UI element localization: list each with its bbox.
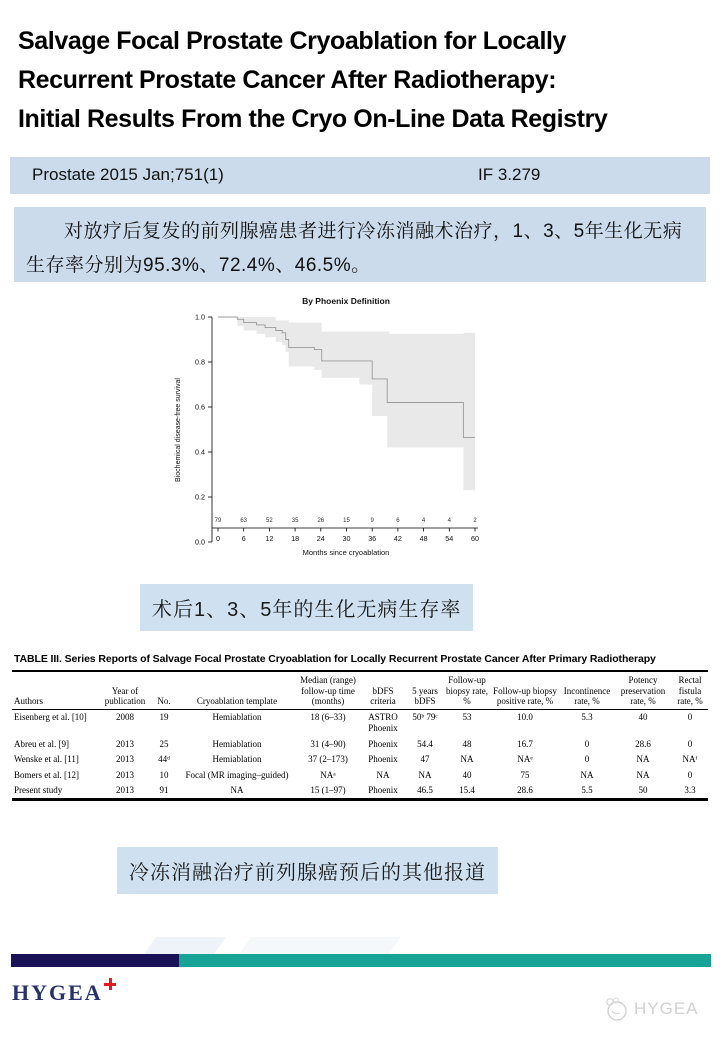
confidence-band	[218, 317, 475, 490]
number-at-risk: 4	[421, 518, 426, 524]
table-cell: 0	[687, 738, 693, 749]
x-tick-label: 36	[368, 534, 377, 543]
summary-bar	[14, 207, 706, 282]
table-cell: NA	[460, 754, 474, 765]
table-caption: 冷冻消融治疗前列腺癌预后的其他报道	[117, 847, 498, 894]
number-at-risk: 63	[240, 518, 248, 524]
number-at-risk: 2	[473, 518, 477, 524]
table-cell: NA	[636, 769, 650, 780]
table-cell: NAᶠ	[682, 754, 698, 765]
red-cross-icon	[104, 978, 116, 990]
number-at-risk: 35	[291, 518, 299, 524]
title-line-2: Recurrent Prostate Cancer After Radiotherapy:	[18, 66, 557, 94]
table-cell: 0	[687, 712, 693, 723]
table-cell: 50	[638, 785, 648, 796]
table-row	[12, 783, 708, 800]
table-cell: 40	[462, 769, 472, 780]
footer-decoration	[144, 937, 226, 954]
table-column-header: Year of publication	[100, 671, 150, 709]
x-tick-label: 0	[216, 534, 220, 543]
series-reports-table	[12, 670, 708, 801]
table-cell: NA	[636, 754, 650, 765]
table-cell: Phoenix	[368, 754, 398, 765]
journal-citation: Prostate 2015 Jan;751(1)	[32, 165, 224, 184]
table-cell: 2013	[116, 769, 134, 780]
x-tick-label: 60	[470, 534, 479, 543]
table-cell: 47	[420, 754, 430, 765]
table-cell: 46.5	[417, 785, 433, 796]
table-cell: 25	[159, 738, 169, 749]
table-cell: NA	[418, 769, 432, 780]
table-cell: 15.4	[459, 785, 475, 796]
impact-factor: IF 3.279	[478, 165, 541, 184]
table-cell: 2013	[116, 785, 134, 796]
table-cell: Abreu et al. [9]	[14, 738, 69, 749]
y-tick-label: 0.4	[195, 447, 205, 457]
table-cell: NA	[230, 785, 244, 796]
number-at-risk: 26	[317, 518, 325, 524]
table-cell: 0	[584, 738, 590, 749]
table-column-header: Cryoablation template	[178, 671, 296, 709]
table-cell: 54.4	[417, 738, 433, 749]
x-tick-label: 48	[419, 534, 428, 543]
table-row	[12, 752, 708, 768]
y-axis-label: Biochemical disease-free survival	[175, 378, 182, 482]
x-tick-label: 42	[393, 534, 402, 543]
table-cell: NAᵃ	[320, 769, 336, 780]
table-column-header: Incontinence rate, %	[560, 671, 614, 709]
table-cell: 40	[638, 712, 648, 723]
table-cell: 5.3	[581, 712, 593, 723]
table-column-header: bDFS criteria	[360, 671, 406, 709]
table-cell: 53	[462, 712, 472, 723]
table-cell: Present study	[14, 785, 63, 796]
table-cell: 2013	[116, 754, 134, 765]
table-cell: Phoenix	[368, 785, 398, 796]
table-cell: 10	[159, 769, 169, 780]
table-cell: Wenske et al. [11]	[14, 754, 79, 765]
title-line-1: Salvage Focal Prostate Cryoablation for Locally	[18, 27, 567, 55]
number-at-risk: 6	[396, 518, 400, 524]
table-cell: 75	[520, 769, 530, 780]
table-cell: 15 (1–97)	[310, 785, 346, 796]
page-title	[18, 22, 710, 139]
table-cell: 31 (4–90)	[310, 738, 346, 749]
table-row	[12, 767, 708, 783]
table-cell: 44ᵈ	[158, 754, 170, 765]
number-at-risk: 4	[447, 518, 451, 524]
y-tick-label: 0.6	[195, 402, 205, 412]
table-column-header: Potency preservation rate, %	[614, 671, 672, 709]
x-tick-label: 12	[265, 534, 274, 543]
hygea-logo: HYGEA	[12, 980, 103, 1005]
table-title: TABLE III. Series Reports of Salvage Focal Prostate Cryoablation for Locally Recurrent Prostate Cancer After Primary Radiotherapy	[14, 653, 656, 665]
x-tick-label: 24	[316, 534, 325, 543]
table-cell: NA	[580, 769, 594, 780]
number-at-risk: 15	[343, 518, 350, 524]
table-cell: Hemiablation	[212, 712, 262, 723]
table-cell: 37 (2–173)	[308, 754, 348, 765]
table-cell: 0	[584, 754, 590, 765]
table-cell: NA	[376, 769, 390, 780]
footer-bar-navy	[11, 954, 179, 967]
table-column-header: Follow-up biopsy positive rate, %	[490, 671, 560, 709]
table-cell: 5.5	[581, 785, 593, 796]
y-tick-label: 0.0	[195, 537, 205, 547]
table-column-header: No.	[150, 671, 178, 709]
table-cell: Eisenberg et al. [10]	[14, 712, 87, 723]
footer-bar-teal	[179, 954, 711, 967]
table-cell: Bomers et al. [12]	[14, 769, 79, 780]
summary-text: 对放疗后复发的前列腺癌患者进行冷冻消融术治疗，1、3、5年生化无病生存率分别为95.3%、72.4%、46.5%。	[26, 221, 683, 276]
table-cell: 16.7	[517, 738, 533, 749]
table-cell: Hemiablation	[212, 738, 262, 749]
footer-decoration	[239, 937, 401, 954]
table-row	[12, 736, 708, 752]
table-cell: 18 (6–33)	[310, 712, 346, 723]
x-tick-label: 6	[241, 534, 246, 543]
table-cell: 10.0	[517, 712, 533, 723]
journal-citation-bar	[10, 157, 710, 194]
table-column-header: Median (range) follow-up time (months)	[296, 671, 360, 709]
table-cell: 28.6	[635, 738, 651, 749]
table-cell: 19	[159, 712, 169, 723]
table-cell: NAᵉ	[517, 754, 533, 765]
table-column-header: 5 years bDFS	[406, 671, 444, 709]
x-tick-label: 54	[445, 534, 454, 543]
number-at-risk: 9	[370, 518, 374, 524]
y-tick-label: 1.0	[195, 312, 205, 322]
table-cell: 2008	[116, 712, 134, 723]
table-cell: Phoenix	[368, 738, 398, 749]
km-survival-figure	[170, 292, 502, 574]
table-cell: 3.3	[684, 785, 696, 796]
table-column-header: Rectal fistula rate, %	[672, 671, 708, 709]
table-column-header: Authors	[12, 671, 100, 709]
table-cell: Hemiablation	[212, 754, 262, 765]
chart-title: By Phoenix Definition	[302, 296, 390, 306]
table-cell: 50ᵇ 79ᶜ	[412, 712, 438, 723]
watermark-text: HYGEA	[634, 999, 699, 1018]
hygea-watermark	[603, 996, 699, 1022]
table-cell: 2013	[116, 738, 134, 749]
table-row	[12, 709, 708, 736]
title-line-3: Initial Results From the Cryo On-Line Data Registry	[18, 105, 608, 133]
figure-caption: 术后1、3、5年的生化无病生存率	[140, 584, 473, 631]
x-tick-label: 30	[342, 534, 351, 543]
number-at-risk: 52	[266, 518, 273, 524]
number-at-risk: 79	[214, 518, 222, 524]
y-tick-label: 0.8	[195, 357, 205, 367]
y-tick-label: 0.2	[195, 492, 205, 502]
table-cell: Focal (MR imaging–guided)	[185, 769, 289, 780]
x-tick-label: 18	[291, 534, 300, 543]
table-cell: 0	[687, 769, 693, 780]
table-cell: 28.6	[517, 785, 533, 796]
table-cell: 48	[462, 738, 472, 749]
x-axis-label: Months since cryoablation	[302, 548, 390, 557]
table-cell: 91	[159, 785, 169, 796]
hygea-watermark-icon	[603, 996, 629, 1022]
table-cell: ASTRO Phoenix	[368, 712, 398, 733]
table-column-header: Follow-up biopsy rate, %	[444, 671, 490, 709]
paper-table-section	[12, 653, 708, 801]
